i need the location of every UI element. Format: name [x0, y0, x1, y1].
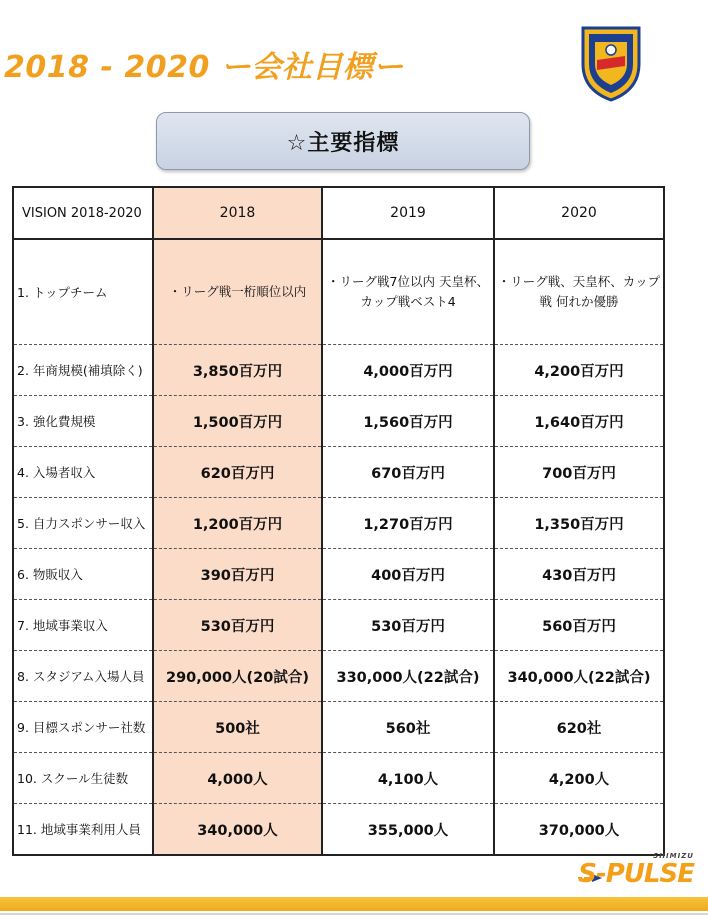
value-2018: 340,000人: [153, 804, 322, 856]
value-2018: 3,850百万円: [153, 345, 322, 396]
header-2019: 2019: [322, 187, 494, 239]
key-indicators-banner: ☆主要指標: [156, 112, 530, 170]
value-2019: 330,000人(22試合): [322, 651, 494, 702]
header-2020: 2020: [494, 187, 664, 239]
value-2020: 1,640百万円: [494, 396, 664, 447]
value-2019: 530百万円: [322, 600, 494, 651]
row-label: 6. 物販収入: [13, 549, 153, 600]
table-row: [13, 396, 664, 447]
table-row: [13, 498, 664, 549]
table-row: [13, 345, 664, 396]
table-row: [13, 549, 664, 600]
goals-table-container: [12, 186, 665, 856]
value-2018: 620百万円: [153, 447, 322, 498]
logo-shimizu-text: SHIMIZU: [653, 852, 694, 860]
row-label: 1. トップチーム: [13, 239, 153, 345]
s-pulse-logo: [578, 852, 694, 892]
table-row: [13, 753, 664, 804]
table-row: [13, 239, 664, 345]
row-label: 2. 年商規模(補填除く): [13, 345, 153, 396]
value-2019: 560社: [322, 702, 494, 753]
value-2020: ・リーグ戦、天皇杯、カップ戦 何れか優勝: [494, 239, 664, 345]
club-emblem-icon: [575, 20, 647, 104]
value-2018: 530百万円: [153, 600, 322, 651]
value-2019: 670百万円: [322, 447, 494, 498]
value-2019: 4,100人: [322, 753, 494, 804]
value-2019: 355,000人: [322, 804, 494, 856]
value-2020: 4,200人: [494, 753, 664, 804]
value-2018: 1,500百万円: [153, 396, 322, 447]
value-2020: 4,200百万円: [494, 345, 664, 396]
footer-divider: [0, 913, 708, 915]
row-label: 10. スクール生徒数: [13, 753, 153, 804]
value-2018: 290,000人(20試合): [153, 651, 322, 702]
header-vision: VISION 2018-2020: [13, 187, 153, 239]
value-2020: 340,000人(22試合): [494, 651, 664, 702]
table-header-row: [13, 187, 664, 239]
row-label: 3. 強化費規模: [13, 396, 153, 447]
value-2018: 1,200百万円: [153, 498, 322, 549]
footer-bar: [0, 897, 708, 911]
value-2019: ・リーグ戦7位以内 天皇杯、カップ戦ベスト4: [322, 239, 494, 345]
table-row: [13, 651, 664, 702]
value-2020: 700百万円: [494, 447, 664, 498]
value-2020: 560百万円: [494, 600, 664, 651]
row-label: 9. 目標スポンサー社数: [13, 702, 153, 753]
goals-table: [12, 186, 665, 856]
row-label: 4. 入場者収入: [13, 447, 153, 498]
value-2020: 620社: [494, 702, 664, 753]
table-row: [13, 447, 664, 498]
table-row: [13, 804, 664, 856]
page-title: 2018 - 2020 ー会社目標ー: [4, 50, 404, 85]
table-row: [13, 702, 664, 753]
header-2018: 2018: [153, 187, 322, 239]
value-2018: 390百万円: [153, 549, 322, 600]
value-2018: ・リーグ戦一桁順位以内: [153, 239, 322, 345]
row-label: 5. 自力スポンサー収入: [13, 498, 153, 549]
value-2019: 1,270百万円: [322, 498, 494, 549]
value-2019: 400百万円: [322, 549, 494, 600]
value-2019: 4,000百万円: [322, 345, 494, 396]
row-label: 11. 地域事業利用人員: [13, 804, 153, 856]
value-2020: 370,000人: [494, 804, 664, 856]
table-row: [13, 600, 664, 651]
value-2020: 1,350百万円: [494, 498, 664, 549]
value-2018: 500社: [153, 702, 322, 753]
value-2019: 1,560百万円: [322, 396, 494, 447]
value-2020: 430百万円: [494, 549, 664, 600]
value-2018: 4,000人: [153, 753, 322, 804]
row-label: 8. スタジアム入場人員: [13, 651, 153, 702]
row-label: 7. 地域事業収入: [13, 600, 153, 651]
logo-spulse-text: S-PULSE: [578, 859, 694, 889]
